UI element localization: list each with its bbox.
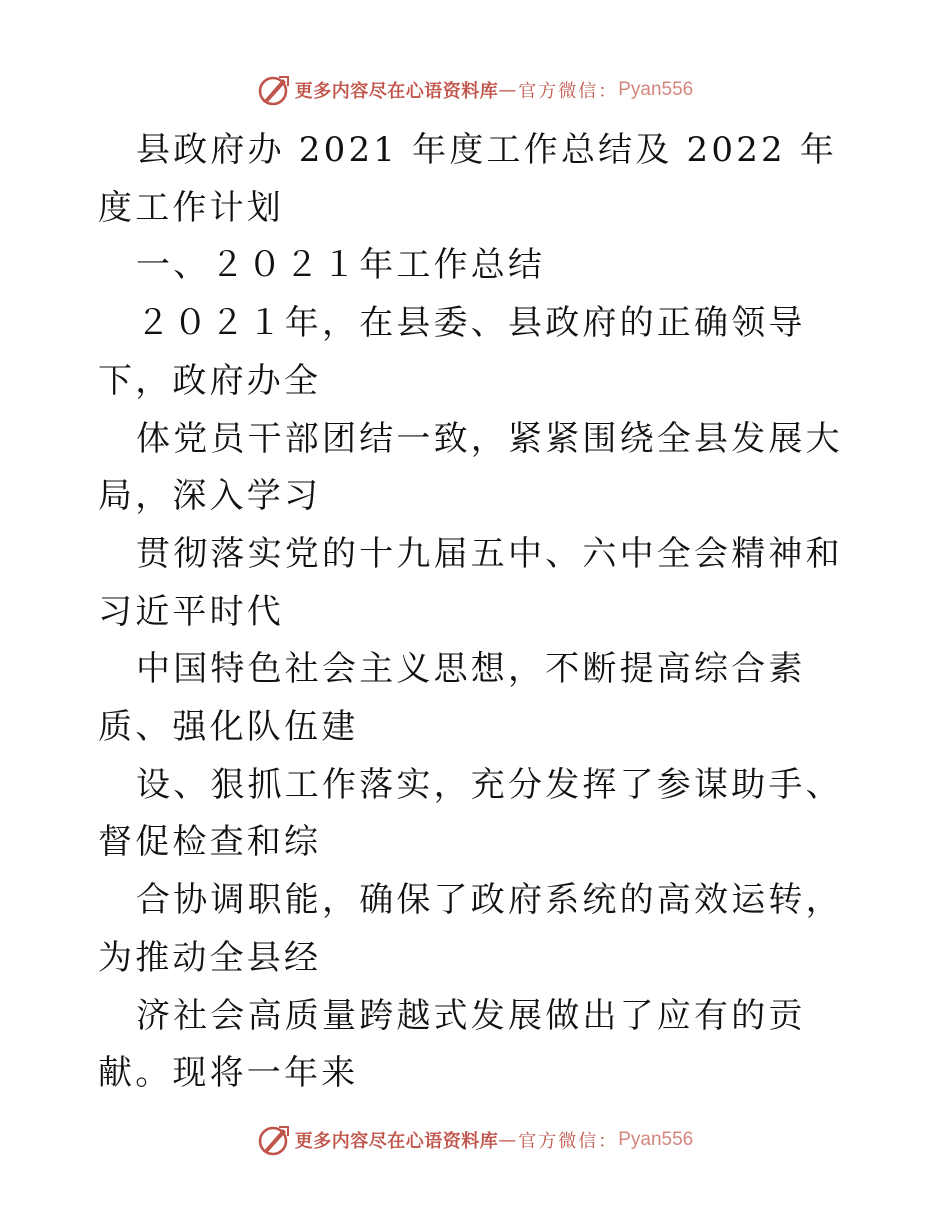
watermark-brand-text: 更多内容尽在心语资料库 [294,1131,499,1152]
watermark-dash: — [498,79,517,101]
paragraph-line: 济社会高质量跨越式发展做出了应有的贡献。现将一年来 [98,995,806,1094]
paragraph-line: 合协调职能，确保了政府系统的高效运转，为推动全县经 [98,880,843,978]
document-title: 县政府办 2021 年度工作总结及 2022 年度工作计划 [98,130,838,228]
paragraph-line: 设、狠抓工作落实，充分发挥了参谋助手、督促检查和综 [98,764,843,863]
watermark-label: 官方微信： [518,81,619,102]
quill-pen-logo-icon [257,1123,291,1157]
quill-pen-logo-icon [257,73,291,107]
paragraph-line: 中国特色社会主义思想，不断提高综合素质、强化队伍建 [98,649,806,748]
paragraph-line: 体党员干部团结一致，紧紧围绕全县发展大局，深入学习 [98,418,843,517]
watermark-dash: — [498,1129,517,1151]
watermark-label: 官方微信： [518,1131,619,1152]
watermark-brand-text: 更多内容尽在心语资料库 [294,81,499,102]
paragraph-line: 贯彻落实党的十九届五中、六中全会精神和习近平时代 [98,533,843,632]
document-body [98,122,858,1103]
section-heading: 一、２０２１年工作总结 [136,245,546,286]
paragraph-line: ２０２１年，在县委、县政府的正确领导下，政府办全 [98,303,806,401]
watermark-wechat-id: Pyan556 [618,79,694,100]
footer-watermark [0,1120,950,1160]
watermark-wechat-id: Pyan556 [618,1129,694,1150]
header-watermark [0,70,950,110]
